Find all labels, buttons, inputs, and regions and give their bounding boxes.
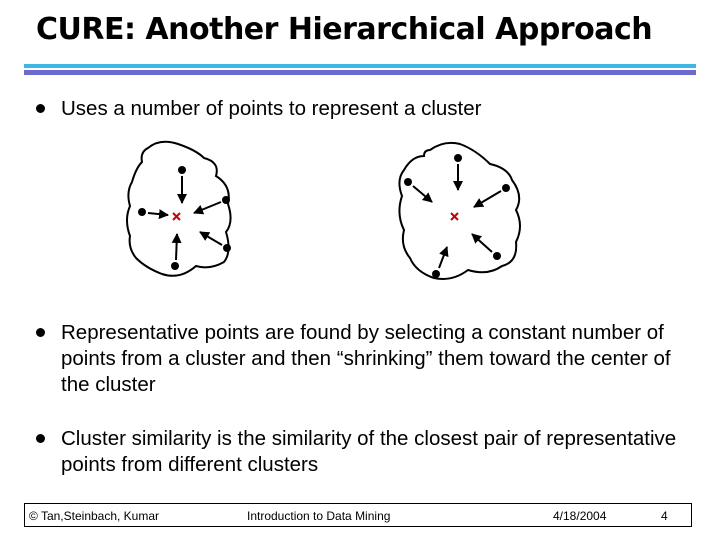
representative-point	[138, 166, 231, 270]
bullet-text-2: Representative points are found by selecting a constant number of points from a cluster and then “shrinking” them toward the center of the cluster	[61, 321, 671, 396]
centroid-marker	[451, 213, 458, 220]
cluster-outline-right	[399, 143, 520, 279]
footer-bar	[24, 503, 692, 527]
footer-date: 4/18/2004	[553, 509, 607, 523]
bullet-marker	[36, 328, 45, 337]
centroid-marker	[173, 213, 180, 220]
slide-title: CURE: Another Hierarchical Approach	[36, 12, 653, 47]
footer-page-number: 4	[661, 509, 668, 523]
shrink-arrow	[148, 176, 222, 260]
shrink-arrow	[413, 164, 501, 268]
bullet-text-1: Uses a number of points to represent a cluster	[61, 97, 482, 120]
bullet-text-3: Cluster similarity is the similarity of the closest pair of representative points from different clusters	[61, 427, 677, 476]
footer-copyright: © Tan,Steinbach, Kumar	[29, 509, 160, 523]
bullet-marker	[36, 434, 45, 443]
footer-book-title: Introduction to Data Mining	[247, 509, 391, 523]
